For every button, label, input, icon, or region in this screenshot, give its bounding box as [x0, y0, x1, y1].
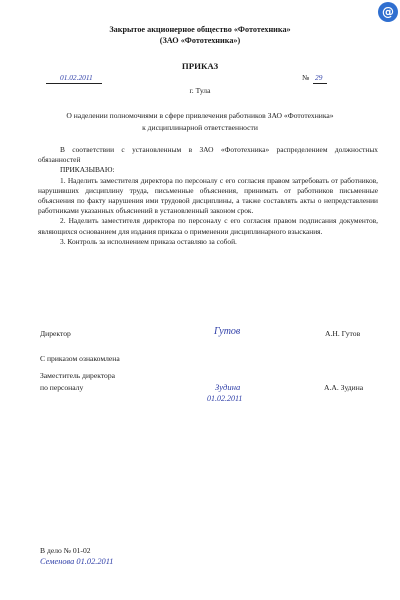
acknowledgement-position-1: Заместитель директора: [40, 371, 115, 380]
body-item-1: 1. Наделить заместителя директора по персоналу с его согласия правом затребовать от работников, нарушивших дисциплину труда, письменные объяснения, принимать от работников письменные объяснения по факту нарушения ими трудовой дисциплины, а также составлять акты о непредставлении работниками указанных объяснений в установленный законом срок.: [38, 175, 378, 216]
order-title: ПРИКАЗ: [181, 61, 219, 71]
director-signature: Гутов: [214, 326, 241, 337]
company-short-name: (ЗАО «Фототехника»): [159, 36, 241, 45]
company-name: Закрытое акционерное общество «Фототехника»: [109, 25, 291, 34]
filing-note: Семенова 01.02.2011: [40, 557, 114, 566]
number-label: №: [302, 73, 310, 82]
logo-glyph: @: [382, 5, 394, 19]
order-number: 29: [315, 73, 323, 82]
acknowledgement-name: А.А. Зудина: [324, 383, 364, 392]
acknowledgement-date: 01.02.2011: [207, 394, 243, 403]
body-item-3: 3. Контроль за исполнением приказа оставляю за собой.: [60, 236, 237, 246]
acknowledgement-signature: Зудина: [215, 382, 241, 392]
director-name: А.Н. Гутов: [325, 329, 361, 338]
body-order-word: ПРИКАЗЫВАЮ:: [60, 165, 115, 175]
order-city: г. Тула: [189, 86, 211, 95]
body-intro: В соответствии с установленным в ЗАО «Фототехника» распределением должностных обязанностей: [38, 145, 378, 165]
acknowledgement-label: С приказом ознакомлена: [40, 354, 120, 363]
director-title: Директор: [40, 329, 71, 338]
order-date: 01.02.2011: [60, 73, 93, 82]
order-body: [38, 145, 378, 247]
body-item-2: 2. Наделить заместителя директора по персоналу с его согласия правом подписания документов, являющихся основанием для издания приказа о применении дисциплинарного взыскания.: [38, 216, 378, 236]
filing-label: В дело № 01-02: [40, 546, 91, 555]
subject-line-1: О наделении полномочиями в сфере привлечения работников ЗАО «Фототехника»: [66, 111, 334, 120]
acknowledgement-position-2: по персоналу: [40, 383, 84, 392]
subject-line-2: к дисциплинарной ответственности: [142, 123, 258, 132]
at-sign-icon: [378, 2, 398, 22]
